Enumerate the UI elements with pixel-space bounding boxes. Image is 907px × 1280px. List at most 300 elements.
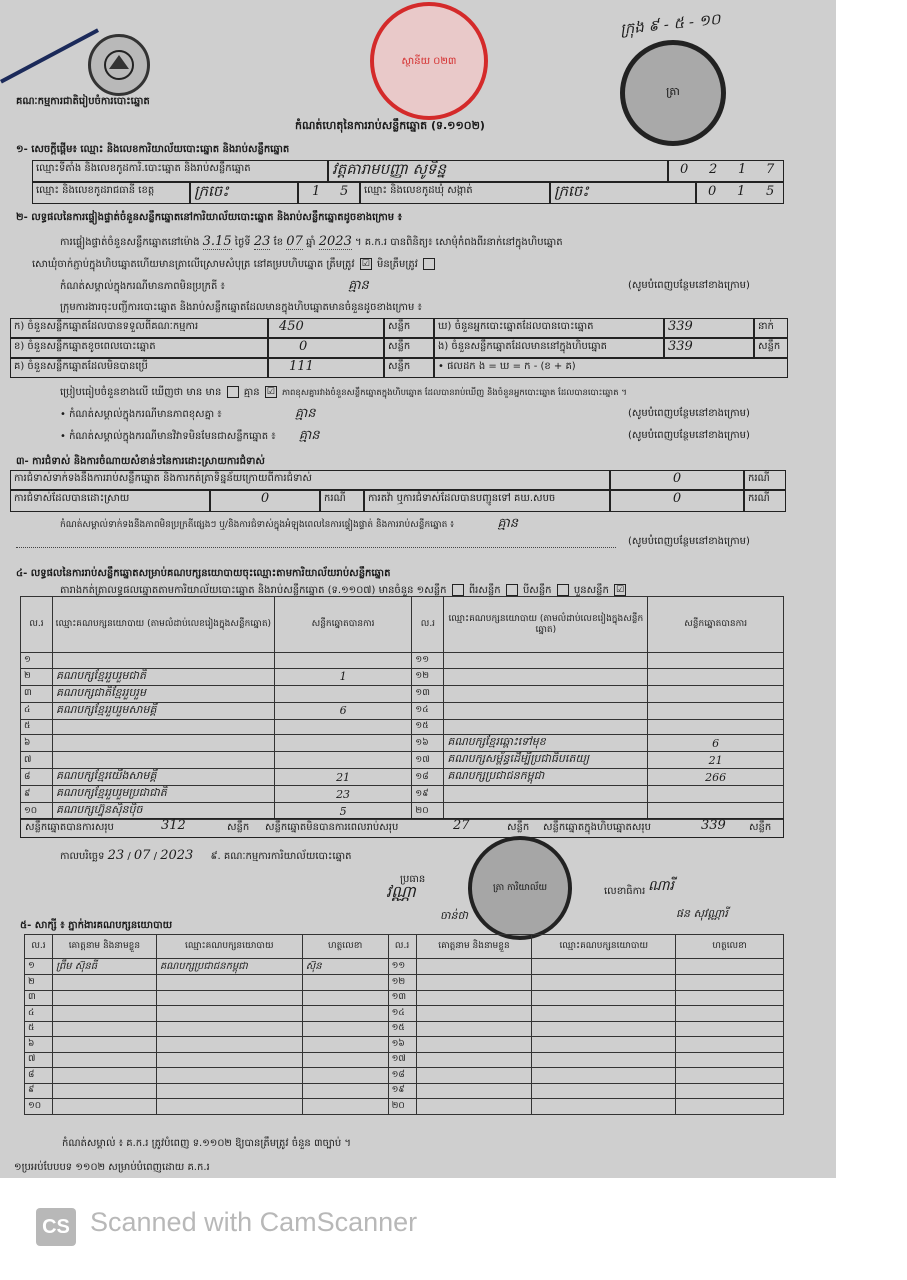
witness-sign <box>676 1052 784 1068</box>
witness-col-no: ល.រ <box>25 935 53 959</box>
top-right-seal <box>620 40 726 146</box>
objection-row2-unit: ករណី <box>320 490 364 512</box>
witness-name <box>52 975 156 991</box>
table-row <box>25 1006 784 1022</box>
province-value: ក្រចេះ <box>190 182 298 204</box>
witness-no: ២ <box>25 975 53 991</box>
witness-name <box>416 990 532 1006</box>
witness-col-party: ឈ្មោះគណបក្សនយោបាយ <box>156 935 302 959</box>
witness-party <box>156 990 302 1006</box>
witness-name <box>416 959 532 975</box>
diff-opt2-label: គ្មាន <box>243 387 260 398</box>
count-row-e-label: ង) ចំនួនសន្លឹកឆ្នោតដែលមាននៅក្នុងហិបឆ្នោត <box>434 338 664 358</box>
results-votes: 6 <box>274 702 412 719</box>
count-row-c-unit: សន្លឹក <box>384 358 434 378</box>
lock-line <box>32 258 437 271</box>
note2-hint: (សូមបំពេញបន្ថែមនៅខាងក្រោម) <box>628 430 750 441</box>
witness-no: ២០ <box>388 1099 416 1115</box>
results-party: គណបក្សខ្មែរយើងសាមគ្គី <box>52 769 274 786</box>
witness-name: ព្រឹម ស៊ុនធី <box>52 959 156 975</box>
footnote: កំណត់សម្គាល់ ៖ គ.ក.រ ត្រូវបំពេញ ទ.១១០២ ឱ្យបានត្រឹមត្រូវ ចំនួន ៣ច្បាប់ ។ <box>62 1138 351 1149</box>
diff-opt1-checkbox[interactable] <box>227 386 239 398</box>
results-no: ៣ <box>21 685 53 702</box>
verify-month-label: ខែ <box>273 237 284 248</box>
witness-no: ១៣ <box>388 990 416 1006</box>
witness-name <box>52 1068 156 1084</box>
results-party <box>444 719 648 735</box>
top-note: ក្រុង ៩ - ៥ - ១០ <box>619 9 722 39</box>
objection-note-value: គ្មាន <box>497 516 518 531</box>
count-row-c-value: 111 <box>268 358 384 378</box>
verify-rest: ។ គ.ក.រ បានពិនិត្យ៖ សោមុំកំពងពីរនាក់នៅក្នុងហិបឆ្នោត <box>355 237 563 248</box>
witness-party <box>156 1052 302 1068</box>
committee-label: ៩. គណៈកម្មការការិយាល័យបោះឆ្នោត <box>210 851 352 862</box>
results-votes <box>648 719 784 735</box>
results-col-no-2: ល.រ <box>412 597 444 653</box>
results-votes <box>274 719 412 735</box>
results-no: ១៧ <box>412 752 444 769</box>
results-intro: តារាងកត់ត្រាលទ្ធផលឆ្នោតតាមការិយាល័យបោះឆ្នោត និងរាប់សន្លឹកឆ្នោត (ទ.១១០៧) មានចំនួន ១សន្លឹក <box>60 585 447 596</box>
table-row <box>25 1037 784 1053</box>
witness-no: ៦ <box>25 1037 53 1053</box>
table-row <box>25 1083 784 1099</box>
results-party <box>444 702 648 719</box>
results-no: ១៣ <box>412 685 444 702</box>
irregular-value: គ្មាន <box>348 278 369 293</box>
top-right-seal-text: ត្រា <box>666 85 680 98</box>
red-seal-text: ស្ថានីយ ០២៣ <box>401 55 457 67</box>
results-votes: 6 <box>648 735 784 752</box>
results-votes <box>274 735 412 752</box>
chief-signature: វណ្ណា <box>386 882 416 901</box>
results-no: ៧ <box>21 752 53 769</box>
results-no: ៨ <box>21 769 53 786</box>
witness-no: ៧ <box>25 1052 53 1068</box>
table-row <box>21 752 784 769</box>
totals-row <box>20 818 784 838</box>
results-col-party: ឈ្មោះគណបក្សនយោបាយ (តាមលំដាប់លេខរៀងក្នុងសន្លឹកឆ្នោត) <box>52 597 274 653</box>
results-votes <box>274 685 412 702</box>
emblem-seal <box>88 34 150 96</box>
results-party <box>52 752 274 769</box>
witness-no: ៤ <box>25 1006 53 1022</box>
section5-title: ៥- សាក្សី ៖ ភ្នាក់ងារគណបក្សនយោបាយ <box>20 920 173 931</box>
objection-row1-value: 0 <box>610 470 744 490</box>
note1-line <box>60 408 780 421</box>
witness-party <box>156 1037 302 1053</box>
count-row-d-label: ឃ) ចំនួនអ្នកបោះឆ្នោតដែលបានបោះឆ្នោត <box>434 318 664 338</box>
table-row <box>21 702 784 719</box>
note2-line <box>60 430 780 443</box>
verify-year-label: ឆ្នាំ <box>306 237 316 248</box>
totals-box-unit: សន្លឹក <box>749 822 772 833</box>
signature-seal-text: ត្រា ការិយាល័យ <box>492 882 548 893</box>
results-no: ៩ <box>21 786 53 803</box>
signature-seal <box>468 836 572 940</box>
results-opt-3-checkbox[interactable] <box>557 584 569 596</box>
results-party: គណបក្សសម្ព័ន្ធដើម្បីប្រជាធិបតេយ្យ <box>444 752 648 769</box>
results-votes: 23 <box>274 786 412 803</box>
results-party: គណបក្សជាតិខ្មែររួបរួម <box>52 685 274 702</box>
table-row <box>21 786 784 803</box>
witness-sign <box>302 1021 388 1037</box>
results-no: ១ <box>21 653 53 669</box>
location-code-2: 1 <box>738 162 747 177</box>
witness-name <box>52 1021 156 1037</box>
results-party: គណបក្សហ្វ៊ុនស៊ិនប៉ិច <box>52 803 274 820</box>
witness-no: ១៥ <box>388 1021 416 1037</box>
commune-code-1: 1 <box>737 184 746 199</box>
results-votes <box>648 786 784 803</box>
objection-note-line <box>60 518 518 531</box>
note2-label: • កំណត់សម្គាល់ក្នុងករណីមានវិវាទមិនមែនជាសន្លឹកឆ្នោត ៖ <box>60 431 276 442</box>
results-header-row <box>21 597 784 653</box>
lock-bad-label: មិនត្រឹមត្រូវ <box>376 259 418 270</box>
witness-name <box>416 1099 532 1115</box>
form-footer: ១ប្រអប់បែបបទ ១១០២ សម្រាប់បំពេញដោយ គ.ក.រ <box>14 1162 210 1173</box>
province-code-1: 5 <box>340 184 349 199</box>
witness-col-sign-2: ហត្ថលេខា <box>676 935 784 959</box>
witness-no: ១៩ <box>388 1083 416 1099</box>
province-label: ឈ្មោះ និងលេខកូដរាជធានី ខេត្ត <box>32 182 190 204</box>
table-row <box>25 990 784 1006</box>
results-no: ១៥ <box>412 719 444 735</box>
witness-sign <box>676 975 784 991</box>
totals-invalid-unit: សន្លឹក <box>507 822 530 833</box>
note1-hint: (សូមបំពេញបន្ថែមនៅខាងក្រោម) <box>628 408 750 419</box>
witness-sign <box>302 1099 388 1115</box>
witness-sign <box>302 1068 388 1084</box>
results-party <box>444 685 648 702</box>
chief-name: ចាន់ថា <box>440 909 468 922</box>
results-no: ២ <box>21 668 53 685</box>
witness-sign <box>302 1037 388 1053</box>
witness-name <box>416 1037 532 1053</box>
table-row <box>25 1052 784 1068</box>
objection-row2-label: ការជំទាស់ដែលបានដោះស្រាយ <box>10 490 210 512</box>
results-col-votes-2: សន្លឹកឆ្នោតបានការ <box>648 597 784 653</box>
totals-valid: 312 <box>161 818 186 833</box>
results-party: គណបក្សខ្មែររួបរួមជាតិ <box>52 668 274 685</box>
witness-sign <box>302 990 388 1006</box>
objection-note-hint: (សូមបំពេញបន្ថែមនៅខាងក្រោម) <box>628 536 750 547</box>
results-party: គណបក្សខ្មែររួបរួមសាមគ្គី <box>52 702 274 719</box>
results-opt-b: បីសន្លឹក <box>522 585 552 596</box>
witness-sign <box>302 1006 388 1022</box>
witness-name <box>52 1037 156 1053</box>
results-col-party-2: ឈ្មោះគណបក្សនយោបាយ (តាមលំដាប់លេខរៀងក្នុងសន្លឹកឆ្នោត) <box>444 597 648 653</box>
section2-title: ២- លទ្ធផលនៃការផ្ទៀងផ្ទាត់ចំនួនសន្លឹកឆ្នោតនៅការិយាល័យបោះឆ្នោត និងរាប់សន្លឹកឆ្នោតដូចខាងក្រោម ៖ <box>16 212 403 223</box>
witness-sign <box>676 1099 784 1115</box>
witness-party <box>532 975 676 991</box>
diff-line <box>60 386 627 399</box>
note1-value: គ្មាន <box>294 406 316 421</box>
results-party: គណបក្សប្រជាជនកម្ពុជា <box>444 769 648 786</box>
results-no: ១១ <box>412 653 444 669</box>
table-row <box>21 719 784 735</box>
results-votes: 5 <box>274 803 412 820</box>
count-row-e-value: 339 <box>664 338 754 358</box>
witness-no: ១២ <box>388 975 416 991</box>
location-code-3: 7 <box>766 162 775 177</box>
totals-valid-label: សន្លឹកឆ្នោតបានការសរុប <box>25 822 114 833</box>
witness-no: ១៤ <box>388 1006 416 1022</box>
diff-rest: ភាពខុសគ្នារវាងចំនួនសន្លឹកឆ្នោតក្នុងហិបឆ្នោត ដែលបានរាប់ឃើញ និងចំនួនអ្នកបោះឆ្នោត ដែលបានបោះឆ្នោត ។ <box>281 388 627 398</box>
witness-party <box>532 1099 676 1115</box>
table-row <box>21 769 784 786</box>
witness-no: ៨ <box>25 1068 53 1084</box>
table-row <box>21 668 784 685</box>
results-no: ៥ <box>21 719 53 735</box>
results-party <box>444 803 648 820</box>
table-row <box>25 1099 784 1115</box>
totals-invalid: 27 <box>453 818 470 833</box>
camscanner-logo: CS <box>36 1208 76 1246</box>
witness-party <box>156 1006 302 1022</box>
witness-party <box>156 1068 302 1084</box>
results-no: ៤ <box>21 702 53 719</box>
results-opt-a: ពីរសន្លឹក <box>468 585 501 596</box>
witness-sign <box>302 1083 388 1099</box>
results-opt-2-checkbox[interactable] <box>506 584 518 596</box>
witness-col-name-2: គោត្តនាម និងនាមខ្លួន <box>416 935 532 959</box>
witness-name <box>52 1099 156 1115</box>
verify-day-label: ថ្ងៃទី <box>234 237 251 248</box>
results-votes <box>648 685 784 702</box>
results-col-no: ល.រ <box>21 597 53 653</box>
results-votes <box>274 653 412 669</box>
results-opt-1-checkbox[interactable] <box>452 584 464 596</box>
verify-month: 07 <box>286 234 303 249</box>
witness-party <box>532 1083 676 1099</box>
results-no: ១២ <box>412 668 444 685</box>
table-row <box>25 959 784 975</box>
witness-no: ១១ <box>388 959 416 975</box>
results-no: ១៤ <box>412 702 444 719</box>
chief-label: ប្រធាន <box>400 874 426 885</box>
results-votes <box>648 702 784 719</box>
witness-name <box>416 1006 532 1022</box>
count-row-a-label: ក) ចំនួនសន្លឹកឆ្នោតដែលបានទទួលពីគណៈកម្មការ <box>10 318 268 338</box>
witness-sign <box>302 1052 388 1068</box>
results-party: គណបក្សខ្មែររួបរួមប្រជាជាតិ <box>52 786 274 803</box>
results-col-votes: សន្លឹកឆ្នោតបានការ <box>274 597 412 653</box>
witness-sign <box>676 990 784 1006</box>
witness-col-name: គោត្តនាម និងនាមខ្លួន <box>52 935 156 959</box>
commune-code-2: 5 <box>766 184 775 199</box>
results-body <box>21 653 784 820</box>
verify-time: 3.15 <box>202 234 232 249</box>
count-row-b-label: ខ) ចំនួនសន្លឹកឆ្នោតខូចពេលបោះឆ្នោត <box>10 338 268 358</box>
secretary-signature: ណារី <box>648 878 674 894</box>
witness-name <box>52 1006 156 1022</box>
witness-sign <box>676 1006 784 1022</box>
witness-party <box>532 1068 676 1084</box>
witness-name <box>416 1021 532 1037</box>
witness-party <box>532 1021 676 1037</box>
witness-name <box>52 1052 156 1068</box>
camscanner-text: Scanned with CamScanner <box>90 1207 418 1237</box>
lock-text: សោឃុំចាក់ភ្ជាប់ក្នុងហិបឆ្នោតហើយមានត្រាលើស្រោមសំបុត្រ នៅគម្របហិបឆ្នោត <box>32 259 324 270</box>
witness-header-row <box>25 935 784 959</box>
results-party <box>52 653 274 669</box>
results-party <box>444 653 648 669</box>
emblem-icon <box>101 47 137 83</box>
objection-note-label: កំណត់សម្គាល់ទាក់ទងនឹងភាពមិនប្រក្រតីផ្សេងៗ ឬ/និងការជំទាស់ក្នុងអំឡុងពេលនៃការផ្ទៀងផ្ទាត់ និងការរាប់សន្លឹកឆ្នោត ៖ <box>60 520 455 530</box>
results-party <box>444 668 648 685</box>
section3-title: ៣- ការជំទាស់ និងការចំណាយសំខាន់ៗនៃការដោះស្រាយការជំទាស់ <box>16 456 265 467</box>
note1-label: • កំណត់សម្គាល់ក្នុងករណីមានភាពខុសគ្នា ៖ <box>60 409 222 420</box>
witness-party <box>532 959 676 975</box>
note2-value: គ្មាន <box>298 428 320 443</box>
results-party <box>52 719 274 735</box>
count-row-d-unit: នាក់ <box>754 318 788 338</box>
verify-time-label: ការផ្ទៀងផ្ទាត់ចំនួនសន្លឹកឆ្នោតនៅម៉ោង <box>60 237 200 248</box>
table-row <box>21 735 784 752</box>
witness-body <box>25 959 784 1115</box>
witness-no: ១៨ <box>388 1068 416 1084</box>
irregular-line <box>60 280 780 293</box>
results-table <box>20 596 784 820</box>
witness-no: ១៧ <box>388 1052 416 1068</box>
witness-party <box>156 975 302 991</box>
results-no: ១៦ <box>412 735 444 752</box>
irregular-hint: (សូមបំពេញបន្ថែមនៅខាងក្រោម) <box>628 280 750 291</box>
witness-table <box>24 934 784 1115</box>
commune-code-0: 0 <box>708 184 717 199</box>
date-month: 07 <box>133 848 151 863</box>
count-intro: ក្រុមការងារចុះបញ្ជីការបោះឆ្នោត និងរាប់សន្លឹកឆ្នោតដែលមានក្នុងហិបឆ្នោតមានចំនួនដូចខាងក្រោម ៖ <box>60 302 422 313</box>
witness-party <box>532 990 676 1006</box>
secretary-name: ផន សុវណ្ណារី <box>676 907 728 920</box>
totals-invalid-label: សន្លឹកឆ្នោតមិនបានការពេលរាប់សរុប <box>265 822 399 833</box>
count-row-d-value: 339 <box>664 318 754 338</box>
count-row-a-value: 450 <box>268 318 384 338</box>
witness-sign <box>676 1037 784 1053</box>
results-votes: 21 <box>648 752 784 769</box>
results-no: ១៨ <box>412 769 444 786</box>
objection-row1-unit: ករណី <box>744 470 786 490</box>
verify-line <box>60 236 563 249</box>
witness-name <box>52 990 156 1006</box>
objection-row2-value: 0 <box>210 490 320 512</box>
location-label: ឈ្មោះទីតាំង និងលេខកូដការិ.បោះឆ្នោត និងរាប់សន្លឹកឆ្នោត <box>32 160 328 182</box>
verify-day: 23 <box>253 234 271 249</box>
totals-box-label: សន្លឹកឆ្នោតក្នុងហិបឆ្នោតសរុប <box>543 822 651 833</box>
results-votes <box>648 653 784 669</box>
witness-party: គណបក្សប្រជាជនកម្ពុជា <box>156 959 302 975</box>
count-row-e-unit: សន្លឹក <box>754 338 788 358</box>
results-party <box>52 735 274 752</box>
date-label: កាលបរិច្ឆេទ <box>60 851 105 862</box>
witness-sign <box>676 1083 784 1099</box>
commune-value: ក្រចេះ <box>550 182 696 204</box>
table-row <box>21 685 784 702</box>
count-row-b-unit: សន្លឹក <box>384 338 434 358</box>
count-row-b-value: 0 <box>268 338 384 358</box>
objection-row3-label: ការតវ៉ា ឬការជំទាស់ដែលបានបញ្ជូនទៅ គឃ.សបច <box>364 490 610 512</box>
witness-col-sign: ហត្ថលេខា <box>302 935 388 959</box>
location-code-0: 0 <box>680 162 689 177</box>
totals-box: 339 <box>701 818 726 833</box>
results-party: គណបក្សខ្មែរឆ្ពោះទៅមុខ <box>444 735 648 752</box>
witness-party <box>532 1006 676 1022</box>
results-opt-c: បួនសន្លឹក <box>573 585 609 596</box>
verify-year: 2023 <box>318 234 352 249</box>
results-votes: 266 <box>648 769 784 786</box>
objection-row1-label: ការជំទាស់ទាក់ទងនឹងការរាប់សន្លឹកឆ្នោត និងការកត់ត្រាទិន្នន័យក្រោយពីការជំទាស់ <box>10 470 610 490</box>
table-row <box>25 1021 784 1037</box>
witness-col-no-2: ល.រ <box>388 935 416 959</box>
form-title: កំណត់ហេតុនៃការរាប់សន្លឹកឆ្នោត (ទ.១១០២) <box>295 119 485 132</box>
results-no: ១៩ <box>412 786 444 803</box>
commune-label: ឈ្មោះ និងលេខកូដឃុំ សង្កាត់ <box>360 182 550 204</box>
witness-col-party-2: ឈ្មោះគណបក្សនយោបាយ <box>532 935 676 959</box>
objection-row3-value: 0 <box>610 490 744 512</box>
witness-no: ៥ <box>25 1021 53 1037</box>
results-votes <box>274 752 412 769</box>
witness-sign: ស៊ុន <box>302 959 388 975</box>
witness-no: ៣ <box>25 990 53 1006</box>
province-code-0: 1 <box>312 184 321 199</box>
date-line: កាលបរិច្ឆេទ 23 / 07 / 2023 ៩. គណៈកម្មការការិយាល័យបោះឆ្នោត <box>60 848 352 863</box>
witness-sign <box>676 1021 784 1037</box>
diff-opt2-checkbox[interactable]: ☑ <box>266 387 275 397</box>
table-row <box>21 653 784 669</box>
totals-valid-unit: សន្លឹក <box>227 822 250 833</box>
witness-party <box>156 1083 302 1099</box>
red-seal <box>370 2 488 120</box>
irregular-label: កំណត់សម្គាល់ក្នុងករណីមានភាពមិនប្រក្រតី ៖ <box>60 281 225 292</box>
witness-no: ១៦ <box>388 1037 416 1053</box>
lock-ok-checkbox[interactable]: ☑ <box>361 259 370 269</box>
lock-ok-label: ត្រឹមត្រូវ <box>326 259 355 270</box>
diff-label: ប្រៀបធៀបចំនួនខាងលើ ឃើញថា មាន <box>60 387 203 398</box>
date-year: 2023 <box>160 848 194 863</box>
witness-name <box>416 1068 532 1084</box>
table-row <box>25 1068 784 1084</box>
lock-bad-checkbox[interactable] <box>423 258 435 270</box>
province-code-box <box>298 182 360 204</box>
location-code-1: 2 <box>709 162 718 177</box>
witness-sign <box>302 975 388 991</box>
org-line: គណៈកម្មការជាតិរៀបចំការបោះឆ្នោត <box>16 96 150 107</box>
section1-title: ១- សេចក្ដីផ្ដើម៖ ឈ្មោះ និងលេខការិយាល័យបោះឆ្នោត និងរាប់សន្លឹកឆ្នោត <box>16 144 290 155</box>
results-votes <box>648 803 784 820</box>
count-row-c-label: គ) ចំនួនសន្លឹកឆ្នោតដែលមិនបានប្រើ <box>10 358 268 378</box>
witness-name <box>416 1052 532 1068</box>
results-no: ១០ <box>21 803 53 820</box>
witness-no: ៩ <box>25 1083 53 1099</box>
table-row <box>21 803 784 820</box>
count-formula: • ផលដក ង = ឃ = ក - (ខ + គ) <box>434 358 788 378</box>
witness-no: ១០ <box>25 1099 53 1115</box>
results-no: ៦ <box>21 735 53 752</box>
results-opt-4-checkbox[interactable]: ☑ <box>615 585 625 595</box>
date-day: 23 <box>107 848 125 863</box>
section4-title: ៤- លទ្ធផលនៃការរាប់សន្លឹកឆ្នោតសម្រាប់គណបក្សនយោបាយចុះឈ្មោះតាមការិយាល័យរាប់សន្លឹកឆ្នោត <box>16 568 391 579</box>
diff-opt1-label: មាន <box>205 387 222 398</box>
witness-party <box>532 1052 676 1068</box>
count-row-a-unit: សន្លឹក <box>384 318 434 338</box>
results-votes <box>648 668 784 685</box>
witness-party <box>156 1021 302 1037</box>
results-votes: 1 <box>274 668 412 685</box>
results-votes: 21 <box>274 769 412 786</box>
table-row <box>25 975 784 991</box>
results-no: ២០ <box>412 803 444 820</box>
witness-sign <box>676 959 784 975</box>
